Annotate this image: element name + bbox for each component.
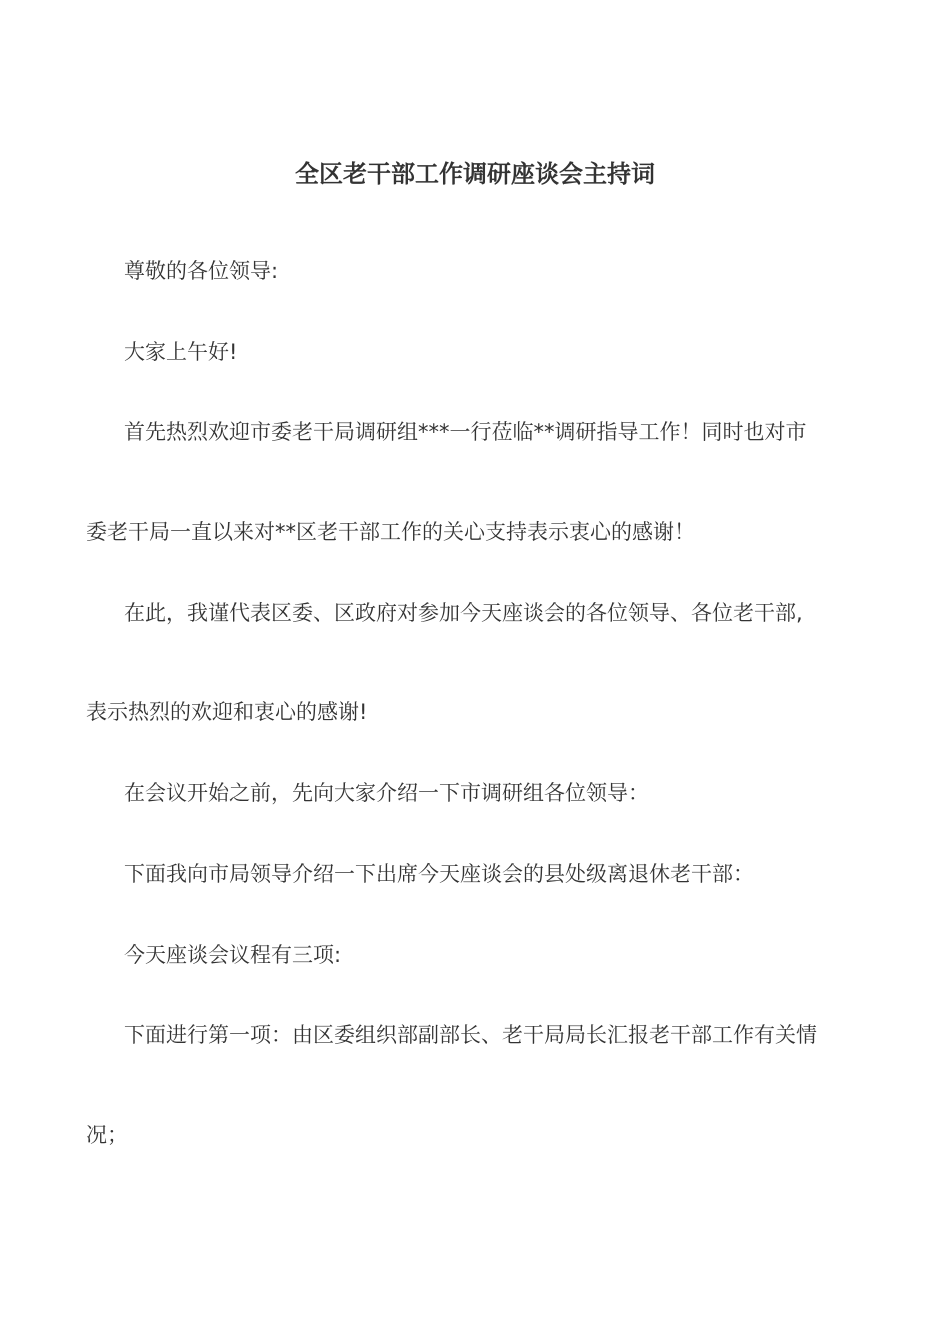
paragraph-thanks-line-1: 在此，我谨代表区委、区政府对参加今天座谈会的各位领导、各位老干部, <box>124 601 803 625</box>
greeting-line: 大家上午好! <box>124 340 238 364</box>
paragraph-agenda: 今天座谈会议程有三项: <box>124 943 342 967</box>
paragraph-item-one-line-2: 况； <box>86 1123 128 1147</box>
paragraph-welcome-line-2: 委老干局一直以来对**区老干部工作的关心支持表示衷心的感谢！ <box>86 520 695 544</box>
paragraph-introduce-cadres: 下面我向市局领导介绍一下出席今天座谈会的县处级离退休老干部： <box>124 862 754 886</box>
paragraph-thanks-line-2: 表示热烈的欢迎和衷心的感谢! <box>86 700 368 724</box>
paragraph-introduce-leaders: 在会议开始之前，先向大家介绍一下市调研组各位领导： <box>124 781 649 805</box>
paragraph-item-one-line-1: 下面进行第一项：由区委组织部副部长、老干局局长汇报老干部工作有关情 <box>124 1023 817 1047</box>
document-title: 全区老干部工作调研座谈会主持词 <box>295 160 655 188</box>
salutation-line: 尊敬的各位领导: <box>124 259 279 283</box>
paragraph-welcome-line-1: 首先热烈欢迎市委老干局调研组***一行莅临**调研指导工作！同时也对市 <box>124 420 807 444</box>
